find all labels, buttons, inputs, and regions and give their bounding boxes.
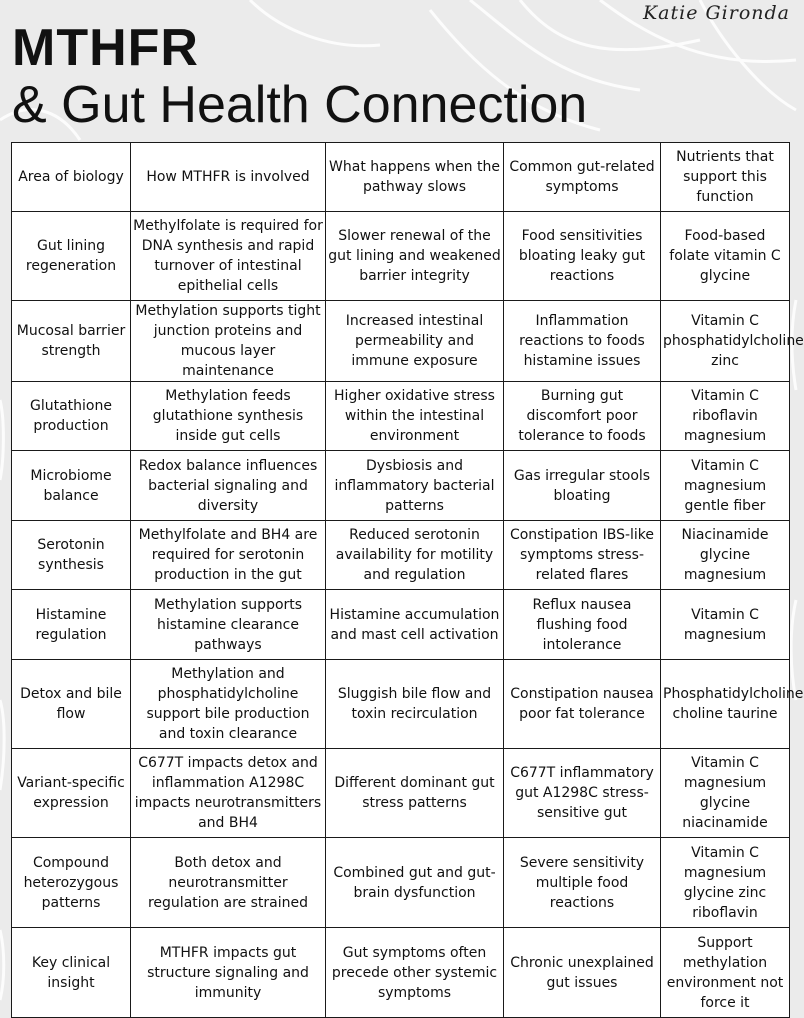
table-row xyxy=(12,521,790,590)
table-cell: Vitamin C magnesium xyxy=(661,590,790,660)
header-area-of-biology: Area of biology xyxy=(12,143,131,212)
table-cell: Sluggish bile flow and toxin recirculation xyxy=(326,660,504,749)
table-cell: Key clinical insight xyxy=(12,928,131,1018)
table-row xyxy=(12,838,790,928)
table-cell: Glutathione production xyxy=(12,382,131,451)
table-cell: Gas irregular stools bloating xyxy=(504,451,661,521)
table-cell: MTHFR impacts gut structure signaling and immunity xyxy=(131,928,326,1018)
table-cell: Combined gut and gut-brain dysfunction xyxy=(326,838,504,928)
table-header-row xyxy=(12,143,790,212)
page-subtitle: & Gut Health Connection xyxy=(12,76,588,134)
table-cell: Burning gut discomfort poor tolerance to foods xyxy=(504,382,661,451)
table-row xyxy=(12,451,790,521)
table-cell: Methylfolate is required for DNA synthesis and rapid turnover of intestinal epithelial cells xyxy=(131,212,326,301)
table-cell: Methylation supports tight junction proteins and mucous layer maintenance xyxy=(131,301,326,382)
table-cell: Histamine regulation xyxy=(12,590,131,660)
table-cell: Food-based folate vitamin C glycine xyxy=(661,212,790,301)
table-row xyxy=(12,212,790,301)
table-cell: Vitamin C magnesium glycine zinc riboflavin xyxy=(661,838,790,928)
table-row xyxy=(12,660,790,749)
table-cell: Inflammation reactions to foods histamine issues xyxy=(504,301,661,382)
table-cell: Detox and bile flow xyxy=(12,660,131,749)
table-cell: C677T impacts detox and inflammation A1298C impacts neurotransmitters and BH4 xyxy=(131,749,326,838)
table-cell: Vitamin C magnesium glycine niacinamide xyxy=(661,749,790,838)
page-title: MTHFR xyxy=(12,19,199,77)
table-cell: Microbiome balance xyxy=(12,451,131,521)
table-cell: Vitamin C magnesium gentle fiber xyxy=(661,451,790,521)
table-row xyxy=(12,382,790,451)
header-nutrients: Nutrients that support this function xyxy=(661,143,790,212)
table-cell: Food sensitivities bloating leaky gut reactions xyxy=(504,212,661,301)
table-cell: Gut lining regeneration xyxy=(12,212,131,301)
table-cell: Phosphatidylcholine choline taurine xyxy=(661,660,790,749)
table-cell: Dysbiosis and inflammatory bacterial patterns xyxy=(326,451,504,521)
table-cell: Methylfolate and BH4 are required for serotonin production in the gut xyxy=(131,521,326,590)
table-cell: Vitamin C riboflavin magnesium xyxy=(661,382,790,451)
mthfr-gut-table xyxy=(11,142,804,1018)
table-cell: Mucosal barrier strength xyxy=(12,301,131,382)
table-cell: Different dominant gut stress patterns xyxy=(326,749,504,838)
table-cell: Serotonin synthesis xyxy=(12,521,131,590)
table-cell: Methylation feeds glutathione synthesis inside gut cells xyxy=(131,382,326,451)
table-cell: Methylation supports histamine clearance pathways xyxy=(131,590,326,660)
table-cell: Both detox and neurotransmitter regulation are strained xyxy=(131,838,326,928)
table-row xyxy=(12,928,790,1018)
table-cell: Reduced serotonin availability for motility and regulation xyxy=(326,521,504,590)
table-row xyxy=(12,590,790,660)
table-cell: Increased intestinal permeability and immune exposure xyxy=(326,301,504,382)
author-signature: Katie Gironda xyxy=(642,2,790,24)
table-cell: Vitamin C phosphatidylcholine zinc xyxy=(661,301,790,382)
table-cell: Severe sensitivity multiple food reactions xyxy=(504,838,661,928)
table-cell: Variant-specific expression xyxy=(12,749,131,838)
table-cell: Gut symptoms often precede other systemic symptoms xyxy=(326,928,504,1018)
table-cell: C677T inflammatory gut A1298C stress-sensitive gut xyxy=(504,749,661,838)
header-pathway-slows: What happens when the pathway slows xyxy=(326,143,504,212)
table-cell: Reflux nausea flushing food intolerance xyxy=(504,590,661,660)
table-cell: Higher oxidative stress within the intestinal environment xyxy=(326,382,504,451)
table-cell: Methylation and phosphatidylcholine support bile production and toxin clearance xyxy=(131,660,326,749)
table-cell: Niacinamide glycine magnesium xyxy=(661,521,790,590)
table-row xyxy=(12,749,790,838)
header-how-mthfr-involved: How MTHFR is involved xyxy=(131,143,326,212)
table-cell: Redox balance influences bacterial signaling and diversity xyxy=(131,451,326,521)
table-cell: Slower renewal of the gut lining and weakened barrier integrity xyxy=(326,212,504,301)
table-cell: Chronic unexplained gut issues xyxy=(504,928,661,1018)
table-cell: Compound heterozygous patterns xyxy=(12,838,131,928)
table-cell: Support methylation environment not force it xyxy=(661,928,790,1018)
header-gut-symptoms: Common gut-related symptoms xyxy=(504,143,661,212)
table-row xyxy=(12,301,790,382)
table-cell: Histamine accumulation and mast cell activation xyxy=(326,590,504,660)
table-cell: Constipation IBS-like symptoms stress-related flares xyxy=(504,521,661,590)
table-cell: Constipation nausea poor fat tolerance xyxy=(504,660,661,749)
